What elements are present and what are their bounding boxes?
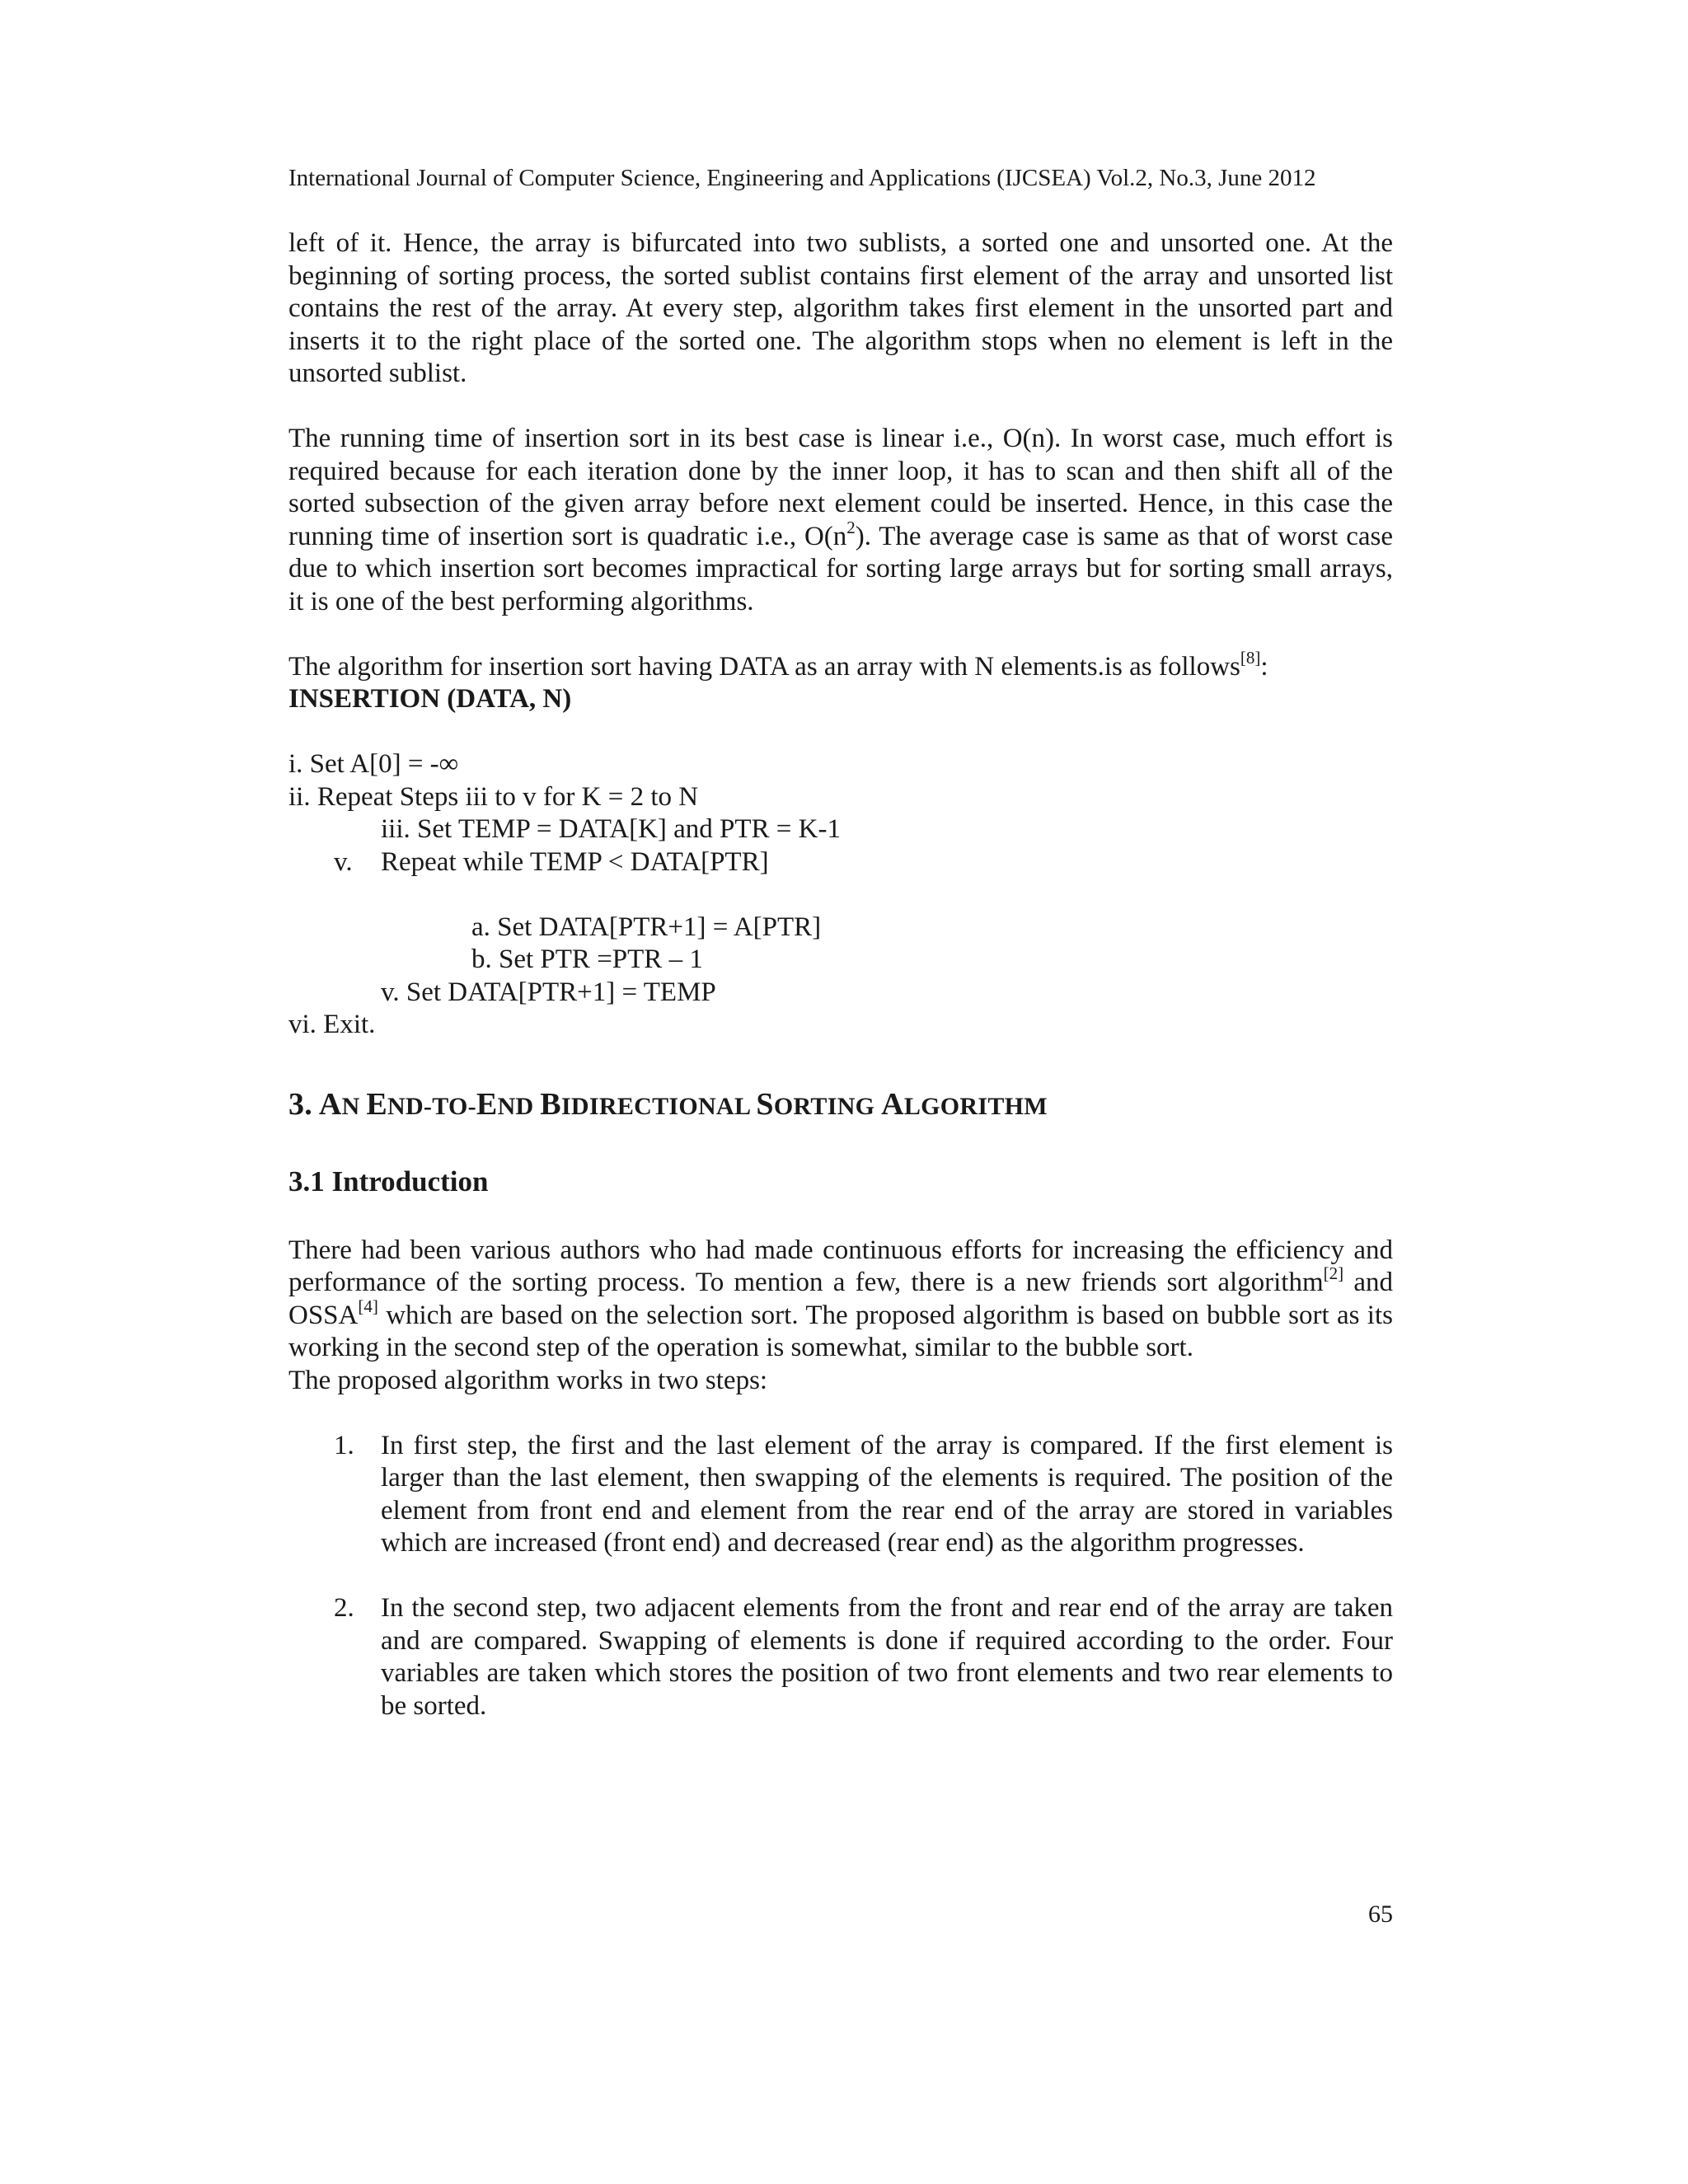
paragraph-algorithm-intro [288, 647, 1393, 684]
citation-8: [8] [1240, 647, 1261, 668]
section-title-cap-1: E [366, 1086, 387, 1122]
algorithm-step-v-set: v. Set DATA[PTR+1] = TEMP [381, 977, 716, 1007]
section-title-sc-0: N [341, 1092, 367, 1120]
section-title-sc-5: LGORITHM [903, 1092, 1048, 1120]
list-item-marker: 2. [334, 1593, 354, 1623]
paragraph-two-steps: The proposed algorithm works in two steps: [288, 1365, 768, 1395]
section-number: 3. [288, 1086, 319, 1122]
algorithm-step-a: a. Set DATA[PTR+1] = A[PTR] [471, 912, 822, 942]
prior-work-text-3: which are based on the selection sort. The proposed algorithm is based on bubble sort as its working in the second step of the operation is somewhat, similar to the bubble sort. [288, 1300, 1393, 1362]
section-title [288, 1085, 1393, 1127]
paragraph-running-time [288, 423, 1393, 618]
algorithm-step-vi: vi. Exit. [288, 1010, 376, 1039]
paragraph-insertion-overview: left of it. Hence, the array is bifurcated into two sublists, a sorted one and unsorted one. At the beginning of sorting process, the sorted sublist contains first element of the array and unsorted list contains the rest of the array. At every step, algorithm takes first element in the unsorted part and inserts it to the right place of the sorted one. The algorithm stops when no element is left in the unsorted sublist. [288, 228, 1393, 388]
list-item-marker: 1. [334, 1430, 354, 1460]
section-title-cap-3: B [540, 1086, 561, 1122]
list-item [288, 1430, 1393, 1560]
algorithm-step-i: i. Set A[0] = -∞ [288, 749, 459, 779]
section-title-cap-5: A [881, 1086, 904, 1122]
algorithm-steps [288, 748, 1393, 1042]
section-title-cap-0: A [318, 1086, 342, 1122]
algorithm-title: INSERTION (DATA, N) [288, 684, 572, 714]
citation-4: [4] [358, 1296, 378, 1316]
paragraph-prior-work [288, 1235, 1393, 1365]
page-content [288, 227, 1393, 1722]
prior-work-text-1: There had been various authors who had made continuous efforts for increasing the efficiency and performance of the sorting process. To mention a few, there is a new friends sort algorithm [288, 1235, 1393, 1297]
citation-2: [2] [1323, 1263, 1344, 1283]
algorithm-intro-text: The algorithm for insertion sort having DATA as an array with N elements.is as follows [288, 651, 1240, 682]
section-title-sc-1: ND-TO- [387, 1092, 476, 1120]
algorithm-step-v-number: v. [334, 846, 353, 877]
section-title-sc-2: ND [497, 1092, 541, 1120]
running-time-text-2: ). The average case is same as that of worst case due to which insertion sort becomes impractical for sorting large arrays but for sorting small arrays, it is one of the best performing algorithms. [288, 521, 1394, 616]
subsection-title: 3.1 Introduction [288, 1165, 489, 1197]
section-title-sc-3: IDIRECTIONAL [560, 1092, 757, 1120]
running-time-text-1: The running time of insertion sort in its best case is linear i.e., O(n). In worst case, much effort is required because for each iteration done by the inner loop, it has to scan and then shift all of the sorted subsection of the given array before next element could be inserted. Hence, in this case the running time of insertion sort is quadratic i.e., O(n [288, 424, 1393, 551]
steps-list [288, 1430, 1393, 1723]
algorithm-step-v-text: Repeat while TEMP < DATA[PTR] [381, 846, 769, 877]
section-title-cap-2: E [476, 1086, 498, 1122]
running-header: International Journal of Computer Science, Engineering and Applications (IJCSEA) Vol.2, No.3, June 2012 [288, 165, 1316, 191]
prior-work-text-2: and OSSA [288, 1268, 1393, 1330]
algorithm-step-b: b. Set PTR =PTR – 1 [471, 944, 703, 974]
page-number: 65 [1368, 1900, 1393, 1928]
list-item-text: In first step, the first and the last element of the array is compared. If the first element is larger than the last element, then swapping of the elements is required. The position of the element from front end and element from the rear end of the array are stored in variables which are increased (front end) and decreased (rear end) as the algorithm progresses. [381, 1430, 1393, 1558]
exponent-superscript: 2 [846, 517, 856, 537]
algorithm-step-iii: iii. Set TEMP = DATA[K] and PTR = K-1 [381, 814, 841, 844]
list-item-text: In the second step, two adjacent elements from the front and rear end of the array are taken and are compared. Swapping of elements is done if required according to the order. Four variables are taken which stores the position of two front elements and two rear elements to be sorted. [381, 1593, 1393, 1721]
algorithm-intro-colon: : [1260, 651, 1268, 682]
algorithm-step-v [288, 846, 1393, 879]
introduction-body [288, 1235, 1393, 1723]
section-title-cap-4: S [756, 1086, 774, 1122]
algorithm-step-ii: ii. Repeat Steps iii to v for K = 2 to N [288, 781, 699, 812]
list-item [288, 1592, 1393, 1722]
section-title-sc-4: ORTING [773, 1092, 882, 1120]
